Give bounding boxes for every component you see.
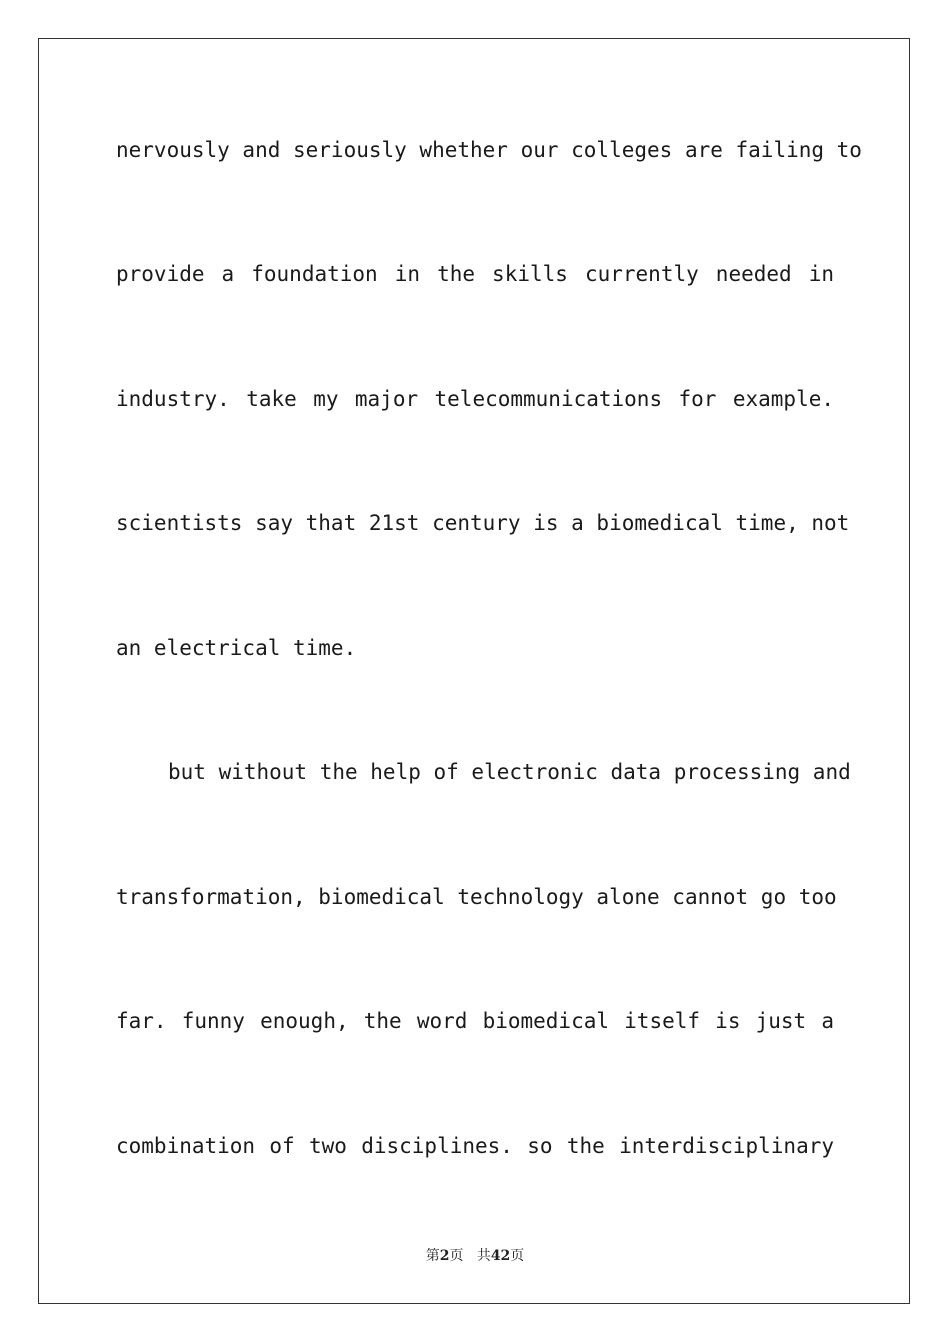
paragraph-first-line: but without the help of electronic data processing and [168,760,851,784]
footer-total-prefix: 共 [476,1248,491,1264]
footer-total-unit: 页 [510,1248,525,1264]
page-border [38,38,910,1304]
text-line: far. funny enough, the word biomedical itself is just a [116,1009,834,1033]
text-line: industry. take my major telecommunications for example. [116,387,834,411]
footer-prefix: 第 [425,1248,440,1264]
footer-page-unit: 页 [449,1248,464,1264]
total-page-count: 42 [490,1248,511,1264]
text-line: combination of two disciplines. so the interdisciplinary [116,1134,834,1158]
current-page-number: 2 [439,1248,450,1264]
text-line: an electrical time. [116,636,357,660]
text-line: scientists say that 21st century is a biomedical time, not [116,511,850,535]
page-number-footer [0,1247,950,1265]
text-line: provide a foundation in the skills currently needed in [116,262,834,286]
text-line: transformation, biomedical technology alone cannot go too [116,885,837,909]
text-line: nervously and seriously whether our colleges are failing to [116,138,862,162]
